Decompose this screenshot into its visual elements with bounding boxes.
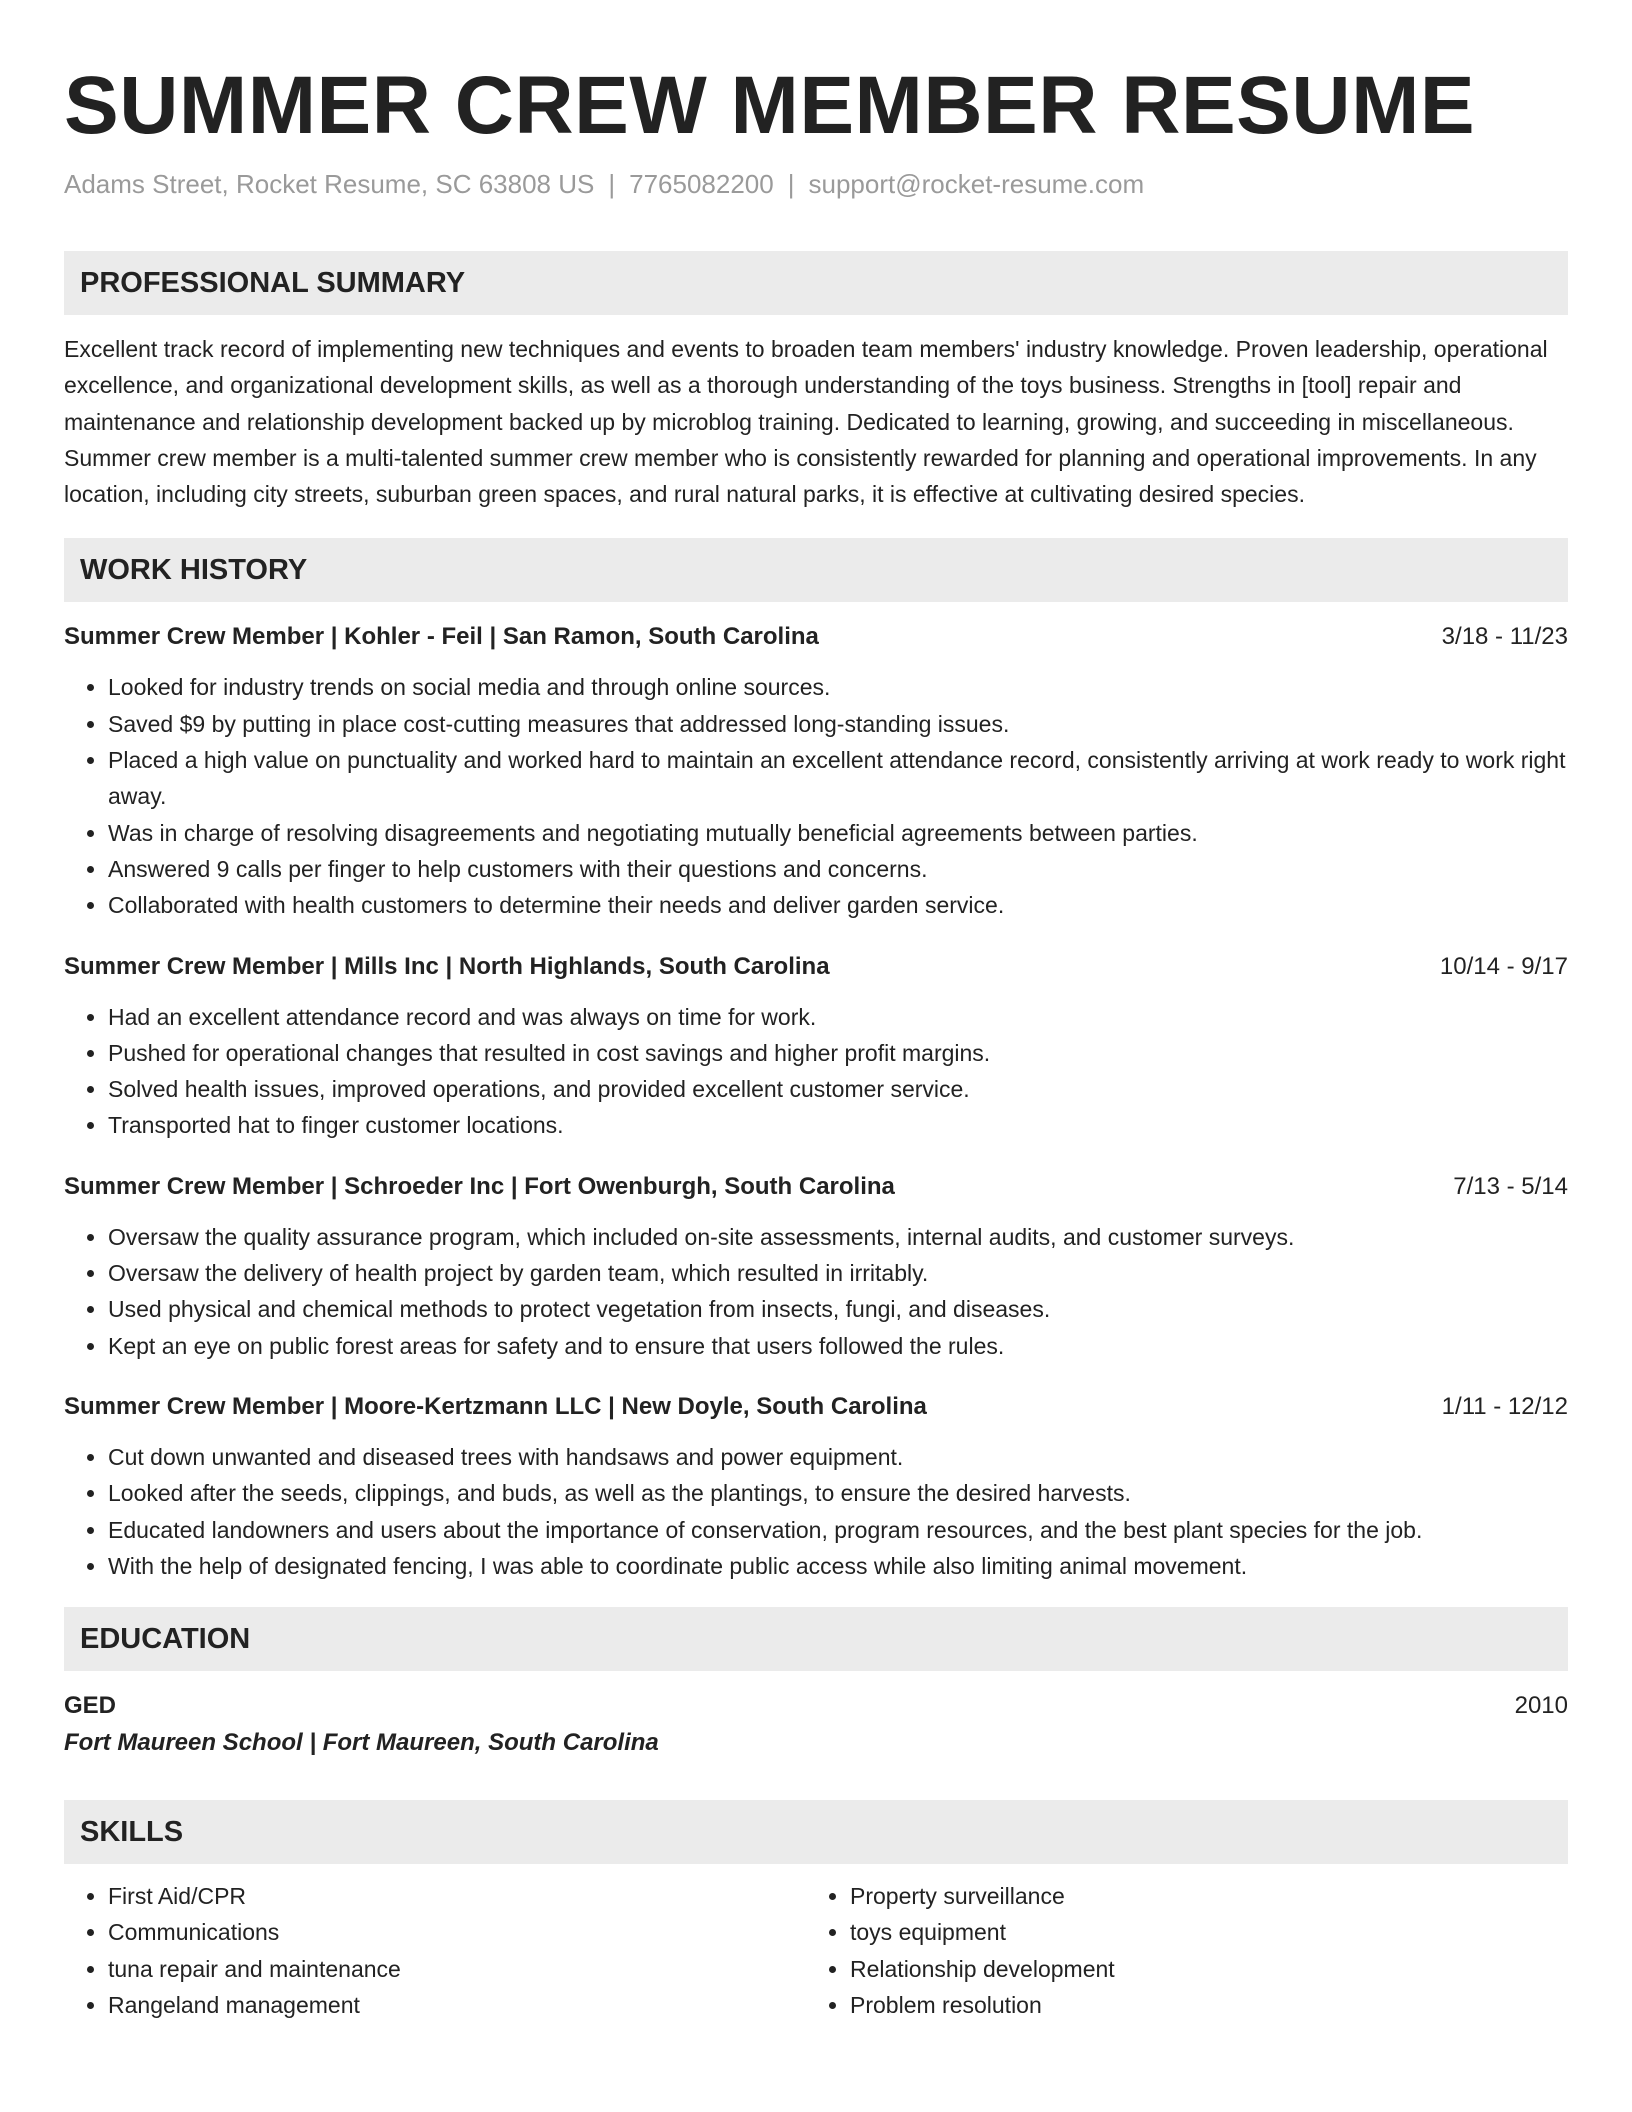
job-header — [64, 1389, 1568, 1425]
job-bullets — [64, 999, 1568, 1144]
skills-bullets — [64, 1878, 806, 2023]
contact-line — [64, 168, 1568, 200]
job-dates: 1/11 - 12/12 — [1441, 1392, 1568, 1420]
skills-column-right — [806, 1878, 1548, 2023]
education-year: 2010 — [1514, 1692, 1568, 1720]
job-bullets — [64, 1219, 1568, 1364]
job-bullets — [64, 1439, 1568, 1584]
skill-item: • Rangeland management — [108, 1987, 806, 2023]
job-bullets — [64, 669, 1568, 923]
job-bullet: • Answered 9 calls per finger to help customers with their questions and concerns. — [108, 851, 1568, 887]
skills-bullets — [806, 1878, 1548, 2023]
skill-item: • Communications — [108, 1914, 806, 1950]
skill-item: • Problem resolution — [850, 1987, 1548, 2023]
section-header-education: EDUCATION — [64, 1607, 1568, 1671]
education-degree: GED — [64, 1692, 117, 1720]
section-header-skills: SKILLS — [64, 1800, 1568, 1864]
contact-separator: | — [787, 169, 795, 199]
job-bullet: • Transported hat to finger customer locations. — [108, 1107, 1568, 1143]
contact-separator: | — [608, 169, 616, 199]
job-header — [64, 949, 1568, 985]
contact-email: support@rocket-resume.com — [808, 169, 1145, 199]
contact-address: Adams Street, Rocket Resume, SC 63808 US — [64, 169, 595, 199]
skills-list — [64, 1878, 1568, 2023]
job-bullet: • Cut down unwanted and diseased trees with handsaws and power equipment. — [108, 1439, 1568, 1475]
skill-item: • First Aid/CPR — [108, 1878, 806, 1914]
education-header — [64, 1688, 1568, 1724]
job-entry — [64, 619, 1568, 923]
job-bullet: • Was in charge of resolving disagreements and negotiating mutually beneficial agreements between parties. — [108, 815, 1568, 851]
job-header — [64, 1169, 1568, 1205]
job-bullet: • Solved health issues, improved operations, and provided excellent customer service. — [108, 1071, 1568, 1107]
job-bullet: • Collaborated with health customers to determine their needs and deliver garden service. — [108, 887, 1568, 923]
job-bullet: • Oversaw the delivery of health project by garden team, which resulted in irritably. — [108, 1255, 1568, 1291]
job-dates: 10/14 - 9/17 — [1439, 952, 1568, 980]
job-bullet: • Had an excellent attendance record and was always on time for work. — [108, 999, 1568, 1035]
job-header — [64, 619, 1568, 655]
job-bullet: • Saved $9 by putting in place cost-cutting measures that addressed long-standing issues. — [108, 706, 1568, 742]
job-bullet: • Looked after the seeds, clippings, and buds, as well as the plantings, to ensure the desired harvests. — [108, 1475, 1568, 1511]
contact-phone: 7765082200 — [629, 169, 774, 199]
skill-item: • Relationship development — [850, 1951, 1548, 1987]
skill-item: • tuna repair and maintenance — [108, 1951, 806, 1987]
job-title: Summer Crew Member | Schroeder Inc | Fort Owenburgh, South Carolina — [64, 1172, 895, 1200]
job-title: Summer Crew Member | Mills Inc | North Highlands, South Carolina — [64, 952, 830, 980]
skill-item: • toys equipment — [850, 1914, 1548, 1950]
job-dates: 7/13 - 5/14 — [1453, 1172, 1568, 1200]
job-bullet: • Oversaw the quality assurance program, which included on-site assessments, internal audits, and customer surveys. — [108, 1219, 1568, 1255]
job-title: Summer Crew Member | Kohler - Feil | San Ramon, South Carolina — [64, 623, 819, 651]
job-bullet: • Educated landowners and users about the importance of conservation, program resources, and the best plant species for the job. — [108, 1512, 1568, 1548]
education-school: Fort Maureen School | Fort Maureen, South Carolina — [64, 1729, 659, 1757]
job-bullet: • Pushed for operational changes that resulted in cost savings and higher profit margins. — [108, 1035, 1568, 1071]
job-bullet: • Used physical and chemical methods to protect vegetation from insects, fungi, and diseases. — [108, 1291, 1568, 1327]
skills-column-left — [64, 1878, 806, 2023]
job-bullet: • Placed a high value on punctuality and worked hard to maintain an excellent attendance record, consistently arriving at work ready to work right away. — [108, 742, 1568, 815]
job-title: Summer Crew Member | Moore-Kertzmann LLC | New Doyle, South Carolina — [64, 1392, 927, 1420]
job-entry — [64, 1169, 1568, 1364]
summary-text: Excellent track record of implementing new techniques and events to broaden team members' industry knowledge. Proven leadership, operational excellence, and organizational development skills, as well as a thorough understanding of the toys business. Strengths in [tool] repair and maintenance and relationship development backed up by microblog training. Dedicated to learning, growing, and succeeding in miscellaneous. Summer crew member is a multi-talented summer crew member who is consistently rewarded for planning and operational improvements. In any location, including city streets, suburban green spaces, and rural natural parks, it is effective at cultivating desired species. — [64, 336, 1548, 508]
section-header-work-history: WORK HISTORY — [64, 538, 1568, 602]
job-bullet: • Kept an eye on public forest areas for safety and to ensure that users followed the rules. — [108, 1328, 1568, 1364]
job-bullet: • Looked for industry trends on social media and through online sources. — [108, 669, 1568, 705]
section-header-summary: PROFESSIONAL SUMMARY — [64, 251, 1568, 315]
resume-title: SUMMER CREW MEMBER RESUME — [64, 60, 1476, 151]
job-bullet: • With the help of designated fencing, I was able to coordinate public access while also limiting animal movement. — [108, 1548, 1568, 1584]
job-entry — [64, 1389, 1568, 1584]
job-dates: 3/18 - 11/23 — [1441, 623, 1568, 651]
job-entry — [64, 949, 1568, 1144]
skill-item: • Property surveillance — [850, 1878, 1548, 1914]
